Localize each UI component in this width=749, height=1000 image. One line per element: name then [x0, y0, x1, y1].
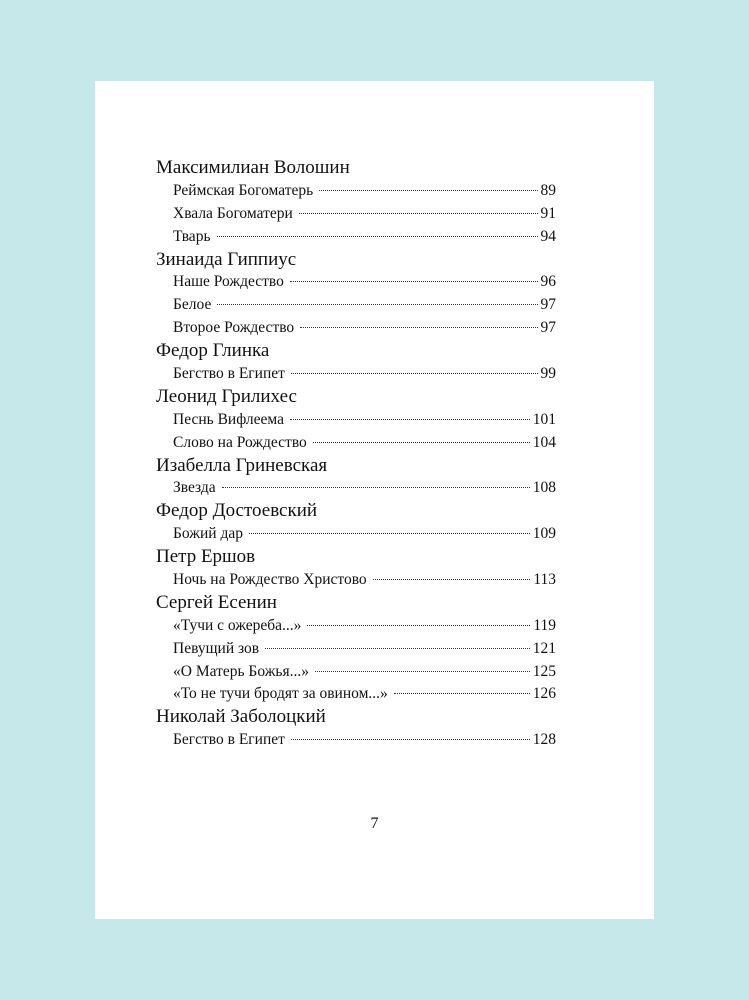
dot-leader	[313, 442, 530, 443]
toc-entry-page: 94	[540, 227, 556, 245]
toc-author: Петр Ершов	[156, 546, 256, 568]
toc-entry[interactable]	[173, 661, 556, 684]
toc-entry[interactable]	[173, 477, 556, 500]
toc-entry-page: 128	[532, 731, 556, 749]
toc-entry-title: Слово на Рождество	[173, 433, 307, 451]
table-of-contents	[156, 157, 556, 752]
toc-author: Николай Заболоцкий	[156, 706, 326, 728]
toc-entry[interactable]	[173, 615, 556, 638]
toc-entry-page: 91	[540, 204, 556, 222]
toc-entry-title: Наше Рождество	[173, 273, 284, 291]
dot-leader	[222, 487, 530, 488]
toc-entry-title: «О Матерь Божья...»	[173, 662, 309, 680]
toc-author: Максимилиан Волошин	[156, 157, 350, 178]
dot-leader	[265, 648, 530, 649]
dot-leader	[394, 693, 530, 694]
toc-entry-page: 99	[540, 365, 556, 383]
toc-entry-title: Белое	[173, 296, 212, 314]
toc-entry-title: «То не тучи бродят за овином...»	[173, 685, 388, 703]
toc-entry-title: Второе Рождество	[173, 319, 295, 337]
toc-entry[interactable]	[173, 317, 556, 340]
toc-entry-title: Реймская Богоматерь	[173, 181, 314, 199]
toc-entry-title: Божий дар	[173, 525, 243, 543]
dot-leader	[319, 190, 537, 191]
toc-entry-page: 101	[532, 410, 556, 428]
toc-entry-title: Песнь Вифлеема	[173, 410, 284, 428]
toc-entry-page: 126	[532, 685, 556, 703]
dot-leader	[373, 579, 531, 580]
toc-entry-title: Бегство в Египет	[173, 731, 285, 749]
toc-entry-page: 121	[532, 639, 556, 657]
toc-author: Федор Достоевский	[156, 500, 318, 522]
toc-entry[interactable]	[173, 271, 556, 294]
toc-entry-page: 119	[533, 616, 556, 634]
toc-entry[interactable]	[173, 294, 556, 317]
toc-entry-title: «Тучи с ожереба...»	[173, 616, 302, 634]
toc-entry[interactable]	[173, 363, 556, 386]
toc-entry[interactable]	[173, 638, 556, 661]
toc-author: Сергей Есенин	[156, 591, 277, 613]
dot-leader	[290, 419, 530, 420]
dot-leader	[217, 236, 538, 237]
toc-entry-title: Бегство в Египет	[173, 365, 285, 383]
toc-entry-page: 109	[532, 525, 556, 543]
dot-leader	[315, 671, 530, 672]
toc-entry-title: Ночь на Рождество Христово	[173, 571, 367, 589]
toc-entry[interactable]	[173, 409, 556, 432]
toc-entry[interactable]	[173, 226, 556, 249]
dot-leader	[217, 304, 537, 305]
toc-entry[interactable]	[173, 523, 556, 546]
toc-author: Зинаида Гиппиус	[156, 248, 297, 270]
dot-leader	[290, 281, 538, 282]
dot-leader	[299, 213, 538, 214]
toc-entry[interactable]	[173, 569, 556, 592]
dot-leader	[291, 373, 538, 374]
toc-entry-title: Тварь	[173, 227, 211, 245]
toc-entry[interactable]	[173, 180, 556, 203]
dot-leader	[300, 327, 537, 328]
toc-entry-page: 104	[532, 433, 556, 451]
toc-author: Федор Глинка	[156, 340, 270, 362]
toc-entry[interactable]	[173, 683, 556, 706]
toc-entry-page: 97	[540, 296, 556, 314]
toc-entry[interactable]	[173, 203, 556, 226]
toc-entry-page: 96	[540, 273, 556, 291]
toc-entry-title: Певущий зов	[173, 639, 260, 657]
toc-entry-page: 108	[532, 479, 556, 497]
toc-author: Изабелла Гриневская	[156, 454, 328, 476]
book-page	[95, 81, 654, 919]
toc-entry-page: 97	[540, 319, 556, 337]
toc-entry[interactable]	[173, 432, 556, 455]
toc-entry-title: Хвала Богоматери	[173, 204, 293, 222]
toc-entry-page: 125	[532, 662, 556, 680]
toc-entry-page: 113	[533, 571, 556, 589]
toc-entry[interactable]	[173, 729, 556, 752]
page-number: 7	[370, 815, 379, 832]
dot-leader	[249, 533, 530, 534]
dot-leader	[291, 739, 530, 740]
toc-author: Леонид Грилихес	[156, 385, 297, 407]
toc-entry-page: 89	[540, 181, 556, 199]
toc-entry-title: Звезда	[173, 479, 216, 497]
dot-leader	[307, 625, 530, 626]
